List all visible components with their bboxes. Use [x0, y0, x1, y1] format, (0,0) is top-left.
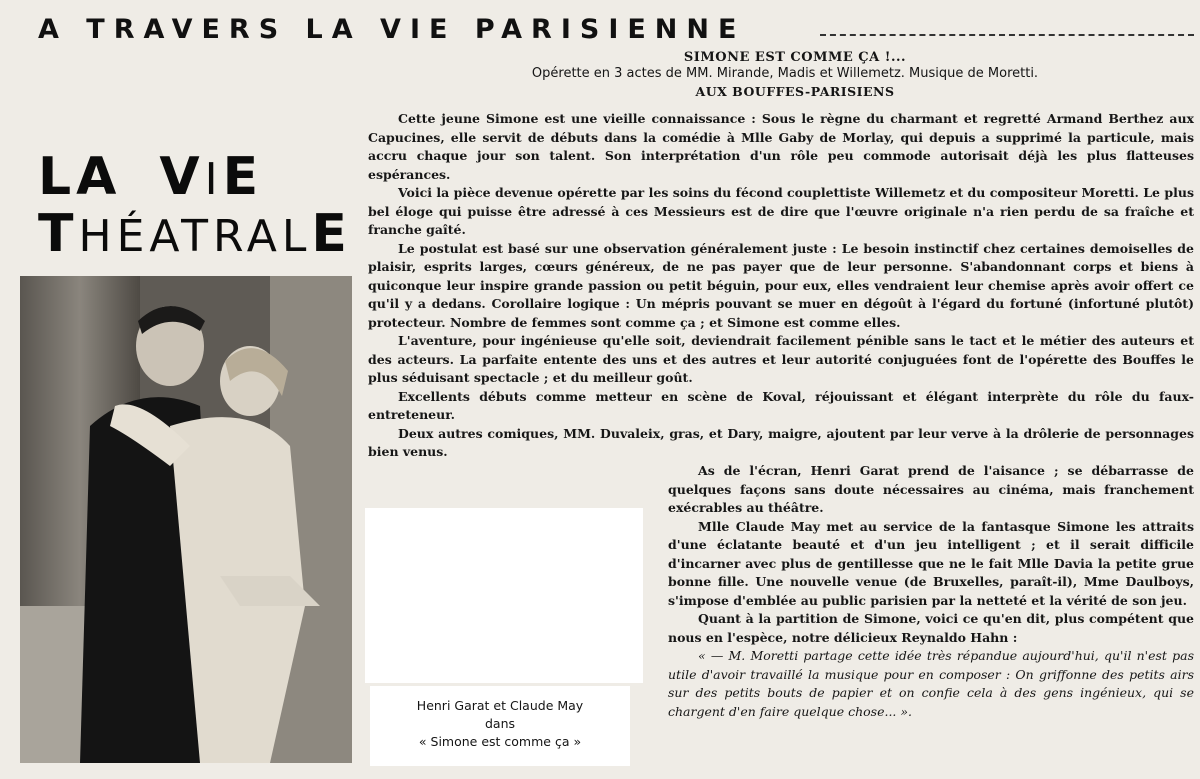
blank-panel: [365, 508, 643, 683]
caption-line-1: Henri Garat et Claude May: [416, 698, 584, 713]
heading-letter: L: [281, 211, 312, 262]
heading-letter: A: [76, 147, 122, 207]
play-theatre: AUX BOUFFES-PARISIENS: [695, 84, 895, 99]
article-paragraph: L'aventure, pour ingénieuse qu'elle soit, deviendrait facilement pénible sans le tact et le métier des auteurs et des acteurs. La parfaite entente des uns et des autres et leur autorité conjuguées font de l'opérette des Bouffes le plus séduisant spectacle ; et du meilleur goût.: [368, 333, 1194, 385]
article-paragraph: Voici la pièce devenue opérette par les soins du fécond couplettiste Willemetz et du compositeur Moretti. Le plus bel éloge qui puisse être adressé à ces Messieurs est de dire que l'œuvre originale n'a rien perdu de sa fraîche et franche gaîté.: [368, 185, 1194, 237]
article-paragraph: As de l'écran, Henri Garat prend de l'aisance ; se débarrasse de quelques façons sans doute nécessaires au cinéma, mais franchement exécrables au théâtre.: [668, 463, 1194, 515]
article-paragraph: Excellents débuts comme metteur en scène de Koval, réjouissant et élégant interprète du rôle du faux-entreteneur.: [368, 388, 1194, 422]
article-paragraph: Le postulat est basé sur une observation généralement juste : Le besoin instinctif chez certaines demoiselles de plaisir, esprits larges, cœurs généreux, de ne pas payer que de leur personne. S'abandonnant corps et biens à quiconque leur inspire grande passion ou petit béguin, pour eux, elles vendraient leur chemise après avoir offert ce qu'il y a dedans. Corollaire logique : Un mépris pouvant se muer en dégoût à l'égard du fortuné (infortuné plutôt) protecteur. Nombre de femmes sont comme ça ; et Simone est comme elles.: [368, 240, 1194, 330]
heading-letter: L: [38, 147, 77, 207]
caption-line-3: « Simone est comme ça »: [418, 734, 582, 749]
header-rule: [820, 34, 1194, 36]
heading-letter: R: [212, 211, 247, 262]
play-title: SIMONE EST COMME ÇA !...: [683, 50, 907, 65]
play-credits: Opérette en 3 actes de MM. Mirande, Madis et Willemetz. Musique de Moretti.: [531, 66, 1039, 81]
photo-caption: [370, 697, 630, 751]
stage-photo-illustration: [20, 276, 352, 763]
heading-letter: A: [246, 211, 282, 262]
article-paragraph: Deux autres comiques, MM. Duvaleix, gras, et Dary, maigre, ajoutent par leur verve à la drôlerie de personnages bien venus.: [368, 425, 1194, 459]
stage-photo: [20, 276, 352, 763]
article-main-column: [368, 110, 1194, 462]
heading-letter: E: [311, 204, 352, 264]
article-right-column: [668, 462, 1194, 721]
section-heading-line-2: [38, 204, 368, 264]
running-title: A TRAVERS LA VIE PARISIENNE: [38, 14, 746, 45]
heading-letter: T: [38, 204, 79, 264]
heading-letter: A: [149, 211, 182, 262]
heading-letter: T: [181, 211, 213, 262]
heading-letter: V: [159, 147, 205, 207]
article-quote: « — M. Moretti partage cette idée très répandue aujourd'hui, qu'il n'est pas utile d'avoir travaillé la musique pour en composer : On griffonne des petits airs sur des petits bouts de papier et on confie cela à des gens ingénieux, qui se chargent d'en faire quelque chose... ».: [668, 648, 1194, 719]
article-paragraph: Mlle Claude May met au service de la fantasque Simone les attraits d'une éclatante beauté et d'un jeu intelligent ; et il serait difficile d'incarner avec plus de gentillesse que ne le fait Mlle Davia la petite grue bonne fille. Une nouvelle venue (de Bruxelles, paraît-il), Mme Daulboys, s'impose d'emblée au public parisien par la netteté et la vérité de son jeu.: [668, 518, 1194, 608]
section-heading-line-1: [38, 147, 368, 207]
heading-letter: É: [116, 211, 150, 262]
heading-letter: E: [222, 147, 264, 207]
heading-letter: I: [204, 154, 223, 205]
section-heading: [38, 147, 368, 264]
heading-letter: H: [78, 211, 117, 262]
caption-line-2: dans: [484, 716, 516, 731]
article-paragraph: Cette jeune Simone est une vieille connaissance : Sous le règne du charmant et regretté Armand Berthez aux Capucines, elle servit de débuts dans la comédie à Mlle Gaby de Morlay, qui depuis a supprimé la particule, mais accru chaque jour son talent. Son interprétation d'un rôle peu commode autorisait déjà les plus flatteuses espérances.: [368, 111, 1194, 182]
article-paragraph: Quant à la partition de Simone, voici ce qu'en dit, plus compétent que nous en l'espèce, notre délicieux Reynaldo Hahn :: [668, 611, 1194, 645]
